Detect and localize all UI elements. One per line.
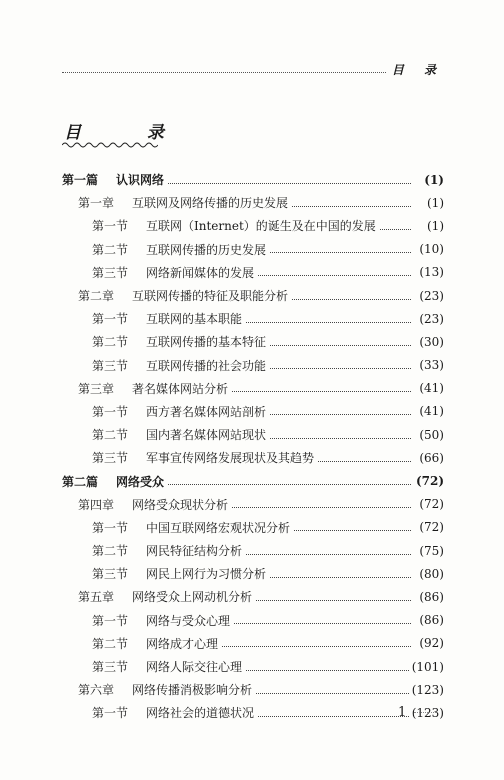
toc-entry-page: (41) — [419, 404, 444, 419]
toc-entry-page: (10) — [419, 242, 444, 257]
toc-entry-label: 网络受众 — [116, 474, 165, 489]
toc-entry-section — [62, 562, 444, 585]
toc-entry-section — [62, 632, 444, 655]
toc-entry-number: 第二篇 — [62, 474, 99, 489]
toc-entry-number: 第三节 — [92, 451, 129, 466]
toc-entry-label: 互联网传播的历史发展 — [146, 242, 267, 257]
toc-entry-leader — [232, 390, 411, 392]
toc-entry-section — [62, 261, 444, 284]
toc-entry-label: 互联网传播的基本特征 — [146, 335, 267, 350]
header-rule — [62, 72, 386, 73]
table-of-contents — [62, 168, 444, 725]
toc-entry-leader — [270, 413, 411, 415]
toc-entry-label: 网民上网行为习惯分析 — [146, 567, 267, 582]
toc-entry-number: 第六章 — [78, 683, 115, 698]
toc-entry-part — [62, 168, 444, 191]
toc-entry-leader — [318, 460, 411, 462]
toc-entry-page: (13) — [419, 265, 444, 280]
toc-entry-leader — [246, 321, 411, 323]
page-number-dots — [414, 712, 438, 713]
toc-entry-section — [62, 307, 444, 330]
toc-entry-number: 第四章 — [78, 497, 115, 512]
toc-entry-leader — [256, 692, 409, 694]
toc-entry-leader — [168, 182, 411, 184]
toc-entry-section — [62, 446, 444, 469]
toc-entry-page: (75) — [419, 543, 444, 558]
toc-entry-number: 第三章 — [78, 381, 115, 396]
running-title: 目 录 — [391, 63, 444, 77]
toc-entry-leader — [246, 553, 411, 555]
toc-entry-chapter — [62, 377, 444, 400]
toc-entry-number: 第二节 — [92, 636, 129, 651]
toc-entry-leader — [270, 251, 411, 253]
toc-entry-leader — [234, 622, 411, 624]
toc-entry-page: (123) — [411, 705, 444, 720]
toc-entry-page: (23) — [419, 288, 444, 303]
toc-entry-chapter — [62, 191, 444, 214]
toc-entry-label: 网络传播消极影响分析 — [132, 683, 253, 698]
toc-entry-label: 网络与受众心理 — [146, 613, 231, 628]
toc-entry-label: 互联网的基本职能 — [146, 312, 243, 327]
toc-entry-leader — [232, 506, 411, 508]
toc-entry-section — [62, 423, 444, 446]
toc-entry-label: 网络新闻媒体的发展 — [146, 265, 255, 280]
toc-entry-page: (66) — [419, 450, 444, 465]
toc-entry-label: 西方著名媒体网站剖析 — [146, 404, 267, 419]
toc-entry-leader — [246, 669, 409, 671]
toc-entry-page: (101) — [411, 659, 444, 674]
toc-entry-chapter — [62, 585, 444, 608]
toc-entry-label: 国内著名媒体网站现状 — [146, 428, 267, 443]
toc-entry-section — [62, 516, 444, 539]
toc-title-underline — [62, 141, 158, 149]
toc-entry-label: 军事宣传网络发展现状及其趋势 — [146, 451, 315, 466]
toc-entry-page: (86) — [419, 613, 444, 628]
toc-entry-label: 著名媒体网站分析 — [132, 381, 229, 396]
toc-entry-label: 网络受众上网动机分析 — [132, 590, 253, 605]
toc-entry-leader — [270, 437, 411, 439]
toc-entry-page: (23) — [419, 311, 444, 326]
toc-entry-number: 第二节 — [92, 335, 129, 350]
toc-entry-label: 网络成才心理 — [146, 636, 219, 651]
toc-entry-label: 网络社会的道德状况 — [146, 706, 255, 721]
toc-entry-number: 第一节 — [92, 706, 129, 721]
toc-entry-leader — [258, 274, 411, 276]
toc-entry-number: 第二节 — [92, 242, 129, 257]
toc-entry-label: 中国互联网络宏观状况分析 — [146, 520, 291, 535]
toc-entry-label: 互联网（Internet）的诞生及在中国的发展 — [146, 219, 376, 234]
toc-entry-leader — [168, 483, 411, 485]
toc-entry-label: 网民特征结构分析 — [146, 544, 243, 559]
toc-entry-page: (72) — [419, 520, 444, 535]
toc-entry-page: (50) — [419, 427, 444, 442]
toc-entry-leader — [270, 344, 411, 346]
running-header — [62, 58, 444, 78]
toc-entry-number: 第三节 — [92, 265, 129, 280]
toc-entry-leader — [292, 298, 411, 300]
toc-entry-page: (30) — [419, 334, 444, 349]
toc-entry-chapter — [62, 678, 444, 701]
page-number: 1 — [398, 705, 407, 720]
toc-entry-page: (92) — [419, 636, 444, 651]
toc-entry-section — [62, 238, 444, 261]
toc-entry-section — [62, 354, 444, 377]
toc-entry-number: 第一篇 — [62, 173, 99, 188]
toc-entry-number: 第二节 — [92, 428, 129, 443]
toc-entry-page: (86) — [419, 589, 444, 604]
toc-entry-number: 第五章 — [78, 590, 115, 605]
toc-entry-number: 第一节 — [92, 404, 129, 419]
toc-entry-number: 第一节 — [92, 219, 129, 234]
toc-entry-section — [62, 330, 444, 353]
toc-entry-leader — [222, 645, 411, 647]
toc-entry-page: (1) — [427, 195, 444, 210]
toc-entry-label: 网络受众现状分析 — [132, 497, 229, 512]
toc-entry-leader — [270, 576, 411, 578]
toc-entry-section — [62, 701, 444, 724]
toc-entry-chapter — [62, 284, 444, 307]
toc-entry-leader — [292, 205, 411, 207]
toc-entry-page: (1) — [424, 172, 444, 187]
toc-entry-section — [62, 539, 444, 562]
toc-entry-number: 第一章 — [78, 196, 115, 211]
toc-entry-number: 第一节 — [92, 312, 129, 327]
toc-entry-number: 第一节 — [92, 613, 129, 628]
toc-entry-label: 网络人际交往心理 — [146, 660, 243, 675]
toc-entry-section — [62, 214, 444, 237]
toc-entry-section — [62, 655, 444, 678]
toc-entry-chapter — [62, 493, 444, 516]
toc-entry-number: 第一节 — [92, 520, 129, 535]
toc-entry-leader — [380, 228, 411, 230]
toc-entry-label: 互联网及网络传播的历史发展 — [132, 196, 289, 211]
toc-entry-label: 互联网传播的特征及职能分析 — [132, 289, 289, 304]
toc-entry-number: 第二章 — [78, 289, 115, 304]
toc-entry-leader — [258, 715, 409, 717]
toc-entry-leader — [256, 599, 411, 601]
toc-entry-page: (72) — [419, 497, 444, 512]
toc-entry-leader — [270, 367, 411, 369]
toc-entry-number: 第三节 — [92, 358, 129, 373]
toc-title: 目 录 — [64, 123, 194, 143]
toc-entry-number: 第二节 — [92, 544, 129, 559]
toc-entry-page: (33) — [419, 358, 444, 373]
toc-entry-page: (80) — [419, 566, 444, 581]
toc-entry-page: (41) — [419, 381, 444, 396]
toc-entry-section — [62, 400, 444, 423]
toc-entry-section — [62, 609, 444, 632]
toc-entry-page: (1) — [427, 218, 444, 233]
toc-entry-part — [62, 469, 444, 492]
toc-entry-page: (72) — [415, 474, 444, 489]
toc-entry-label: 认识网络 — [116, 173, 165, 188]
toc-entry-number: 第三节 — [92, 567, 129, 582]
toc-entry-label: 互联网传播的社会功能 — [146, 358, 267, 373]
toc-entry-page: (123) — [411, 682, 444, 697]
toc-entry-number: 第三节 — [92, 660, 129, 675]
toc-entry-leader — [294, 529, 411, 531]
